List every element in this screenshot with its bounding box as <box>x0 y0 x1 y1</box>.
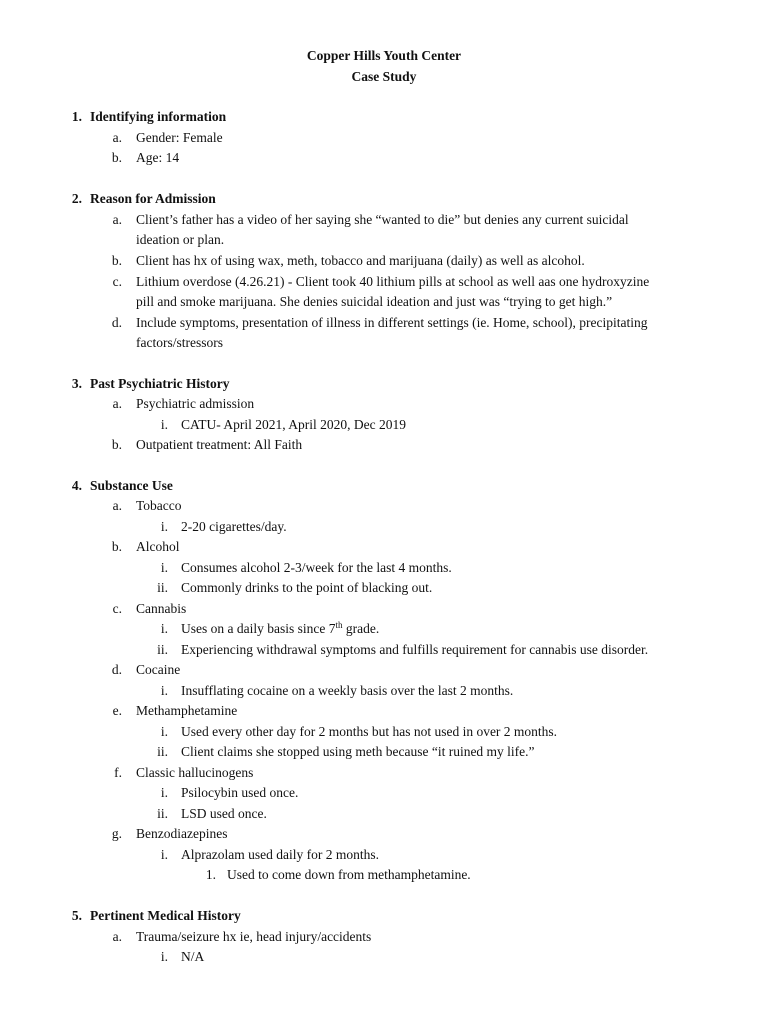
list-item: Insufflating cocaine on a weekly basis over the last 2 months. <box>181 683 514 698</box>
section-number: 5. <box>71 908 82 923</box>
list-marker: ii. <box>157 580 168 595</box>
list-marker: i. <box>160 417 168 432</box>
list-marker: i. <box>160 724 168 739</box>
list-marker: ii. <box>157 642 168 657</box>
list-marker: e. <box>112 703 122 718</box>
list-item: Client claims she stopped using meth because “it ruined my life.” <box>181 744 535 759</box>
list-marker: d. <box>111 662 122 677</box>
ordinal-suffix: th <box>335 620 343 630</box>
list-item-line: Lithium overdose (4.26.21) - Client took 40 lithium pills at school as well aas one hydroxyzine <box>136 274 650 289</box>
substance-methamphetamine: Methamphetamine <box>136 703 238 718</box>
list-item-line: ideation or plan. <box>136 232 225 247</box>
list-marker: ii. <box>157 806 168 821</box>
list-item: Consumes alcohol 2-3/week for the last 4 months. <box>181 560 452 575</box>
section-heading-past-psychiatric-history: Past Psychiatric History <box>90 376 230 391</box>
list-item: Gender: Female <box>136 130 223 145</box>
list-marker: i. <box>160 847 168 862</box>
section-heading-reason-for-admission: Reason for Admission <box>90 191 216 206</box>
list-item: N/A <box>181 949 205 964</box>
list-item: Commonly drinks to the point of blacking out. <box>181 580 433 595</box>
list-marker: b. <box>111 150 122 165</box>
list-item: Experiencing withdrawal symptoms and fulfills requirement for cannabis use disorder. <box>181 642 649 657</box>
list-marker: i. <box>160 683 168 698</box>
substance-cocaine: Cocaine <box>136 662 181 677</box>
list-item: CATU- April 2021, April 2020, Dec 2019 <box>181 417 406 432</box>
list-item-text: grade. <box>342 621 380 636</box>
list-item-text: Uses on a daily basis since 7 <box>181 621 336 636</box>
list-item: LSD used once. <box>181 806 267 821</box>
list-item: Outpatient treatment: All Faith <box>136 437 303 452</box>
list-marker: i. <box>160 560 168 575</box>
list-item-line: Client has hx of using wax, meth, tobacco and marijuana (daily) as well as alcohol. <box>136 253 585 268</box>
list-marker: g. <box>111 826 122 841</box>
list-marker: a. <box>112 929 122 944</box>
list-marker: d. <box>111 315 122 330</box>
section-number: 2. <box>71 191 82 206</box>
list-marker: a. <box>112 498 122 513</box>
list-marker: i. <box>160 621 168 636</box>
list-marker: c. <box>112 274 122 289</box>
list-item: Alprazolam used daily for 2 months. <box>181 847 379 862</box>
list-marker: i. <box>160 785 168 800</box>
list-marker: a. <box>112 396 122 411</box>
substance-classic-hallucinogens: Classic hallucinogens <box>136 765 254 780</box>
section-heading-substance-use: Substance Use <box>90 478 173 493</box>
substance-benzodiazepines: Benzodiazepines <box>136 826 228 841</box>
list-item: Used every other day for 2 months but has not used in over 2 months. <box>181 724 558 739</box>
section-number: 4. <box>71 478 82 493</box>
substance-alcohol: Alcohol <box>136 539 180 554</box>
document-subtitle: Case Study <box>351 69 417 84</box>
substance-tobacco: Tobacco <box>136 498 182 513</box>
list-marker: a. <box>112 130 122 145</box>
list-marker: ii. <box>157 744 168 759</box>
list-item <box>181 620 379 638</box>
list-marker: b. <box>111 253 122 268</box>
document-title: Copper Hills Youth Center <box>306 48 462 63</box>
list-marker: i. <box>160 519 168 534</box>
list-item: 2-20 cigarettes/day. <box>181 519 287 534</box>
list-marker: b. <box>111 539 122 554</box>
list-item-line: pill and smoke marijuana. She denies suicidal ideation and just was “trying to get high.” <box>136 294 613 309</box>
section-number: 3. <box>71 376 82 391</box>
list-marker: 1. <box>205 867 216 882</box>
list-marker: b. <box>111 437 122 452</box>
substance-cannabis: Cannabis <box>136 601 187 616</box>
section-heading-pertinent-medical-history: Pertinent Medical History <box>90 908 241 923</box>
list-item-line: Client’s father has a video of her saying she “wanted to die” but denies any current suicidal <box>136 212 629 227</box>
section-number: 1. <box>71 109 82 124</box>
list-marker: a. <box>112 212 122 227</box>
list-item: Psychiatric admission <box>136 396 255 411</box>
list-item: Age: 14 <box>136 150 180 165</box>
list-item-line: factors/stressors <box>136 335 223 350</box>
list-item: Trauma/seizure hx ie, head injury/accidents <box>136 929 372 944</box>
list-item-line: Include symptoms, presentation of illness in different settings (ie. Home, school), precipitating <box>136 315 648 330</box>
list-item: Psilocybin used once. <box>181 785 299 800</box>
section-heading-identifying-information: Identifying information <box>90 109 227 124</box>
list-marker: i. <box>160 949 168 964</box>
list-marker: f. <box>114 765 122 780</box>
list-marker: c. <box>112 601 122 616</box>
list-item: Used to come down from methamphetamine. <box>227 867 471 882</box>
